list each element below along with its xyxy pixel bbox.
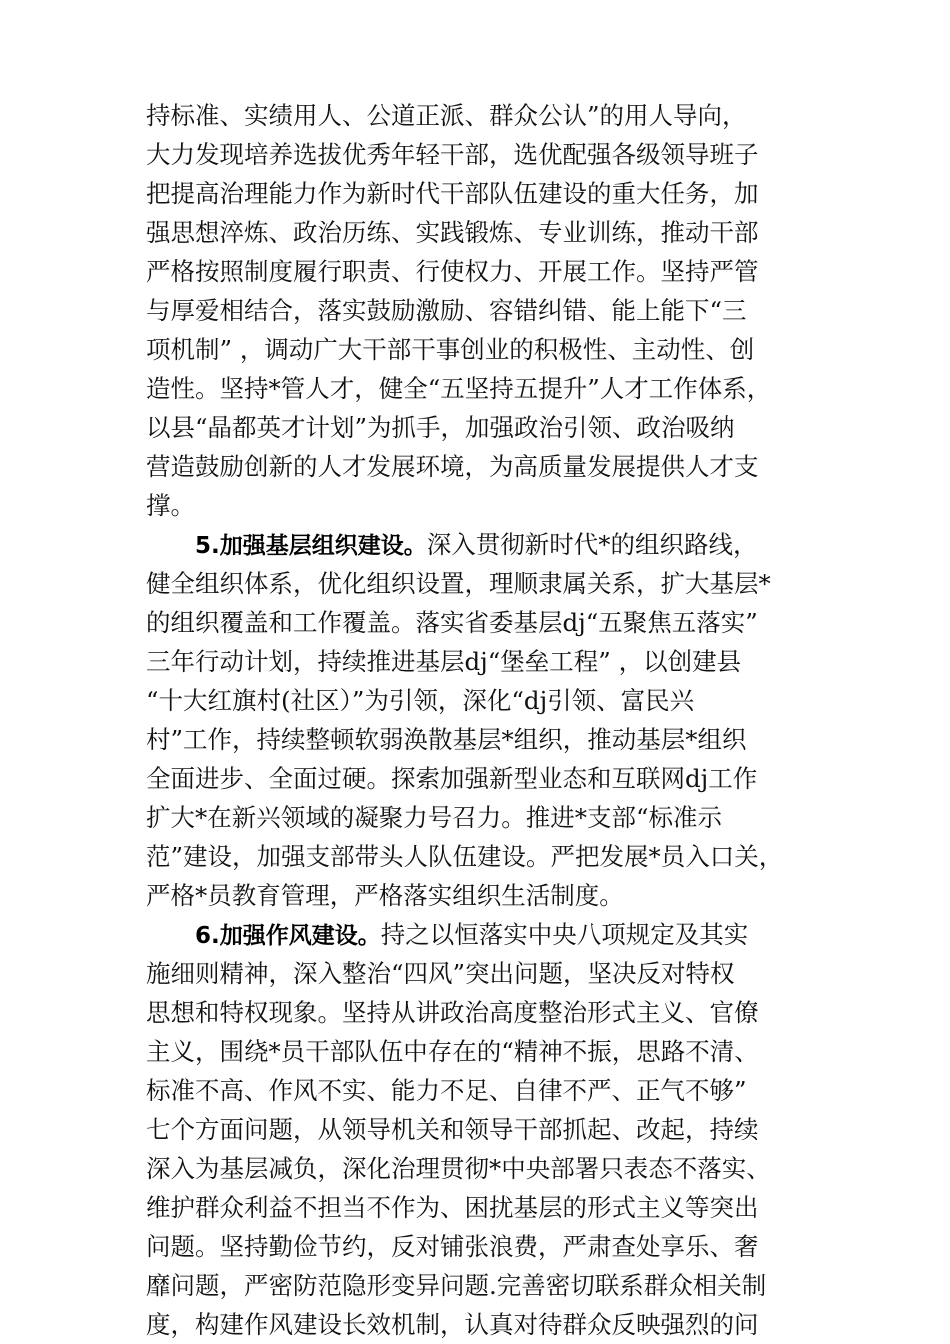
text-line: 健全组织体系，优化组织设置，理顺隶属关系，扩大基层* [146, 569, 771, 598]
text-line: 严格*员教育管理，严格落实组织生活制度。 [146, 881, 624, 910]
section-heading: 6.加强作风建设。 [195, 923, 381, 949]
text-line: 大力发现培养选拔优秀年轻干部，选优配强各级领导班子 [146, 140, 759, 169]
text-line: 撑。 [146, 491, 195, 520]
text-line: 三年行动计划，持续推进基层dj“堡垒工程” ，以创建县 [146, 647, 742, 676]
text-line: 靡问题，严密防范隐形变异问题.完善密切联系群众相关制 [146, 1271, 767, 1300]
text-line: 深入为基层减负，深化治理贯彻*中央部署只表态不落实、 [146, 1154, 771, 1183]
text-line: 标准不高、作风不实、能力不足、自律不严、正气不够” [146, 1076, 747, 1105]
text-line: 主义，围绕*员干部队伍中存在的“精神不振，思路不清、 [146, 1037, 759, 1066]
text-line: 度，构建作风建设长效机制，认真对待群众反映强烈的问 [146, 1310, 759, 1339]
text-line: 思想和特权现象。坚持从讲政治高度整治形式主义、官僚 [146, 998, 759, 1027]
paragraph-continued [146, 96, 810, 525]
text-line: 问题。坚持勤俭节约，反对铺张浪费，严肃查处享乐、奢 [146, 1232, 759, 1261]
text-line: 持标准、实绩用人、公道正派、群众公认”的用人导向， [146, 101, 747, 130]
text-run: 深入贯彻新时代*的组织路线， [426, 530, 758, 559]
text-line: 把提高治理能力作为新时代干部队伍建设的重大任务，加 [146, 179, 759, 208]
text-line: 扩大*在新兴领域的凝聚力号召力。推进*支部“标准示 [146, 803, 723, 832]
text-line: 村”工作，持续整顿软弱涣散基层*组织，推动基层*组织 [146, 725, 747, 754]
text-line: 强思想淬炼、政治历练、实践锻炼、专业训练，推动干部 [146, 218, 759, 247]
section-6-work-style [146, 915, 810, 1344]
text-line: 范”建设，加强支部带头人队伍建设。严把发展*员入口关， [146, 842, 784, 871]
text-line: 维护群众利益不担当不作为、困扰基层的形式主义等突出 [146, 1193, 759, 1222]
text-line: 项机制” ，调动广大干部干事创业的积极性、主动性、创 [146, 335, 755, 364]
text-line: 全面进步、全面过硬。探索加强新型业态和互联网dj工作 [146, 764, 758, 793]
section-first-line [146, 525, 810, 564]
text-line: 营造鼓励创新的人才发展环境，为高质量发展提供人才支 [146, 452, 759, 481]
document-page [146, 96, 810, 1344]
text-line: 七个方面问题，从领导机关和领导干部抓起、改起，持续 [146, 1115, 759, 1144]
text-line: 造性。坚持*管人才，健全“五坚持五提升”人才工作体系， [146, 374, 772, 403]
text-line: 以县“晶都英才计划”为抓手，加强政治引领、政治吸纳 [146, 413, 735, 442]
text-line: 与厚爱相结合，落实鼓励激励、容错纠错、能上能下“三 [146, 296, 747, 325]
section-5-grassroots-organization [146, 525, 810, 915]
text-line: “十大红旗村(社区）”为引领，深化“dj引领、富民兴 [146, 686, 695, 715]
text-line: 施细则精神，深入整治“四风”突出问题，坚决反对特权 [146, 959, 735, 988]
section-first-line [146, 915, 810, 954]
text-run: 持之以恒落实中央八项规定及其实 [380, 920, 749, 949]
section-heading: 5.加强基层组织建设。 [195, 533, 427, 559]
text-line: 严格按照制度履行职责、行使权力、开展工作。坚持严管 [146, 257, 759, 286]
text-line: 的组织覆盖和工作覆盖。落实省委基层dj“五聚焦五落实” [146, 608, 758, 637]
